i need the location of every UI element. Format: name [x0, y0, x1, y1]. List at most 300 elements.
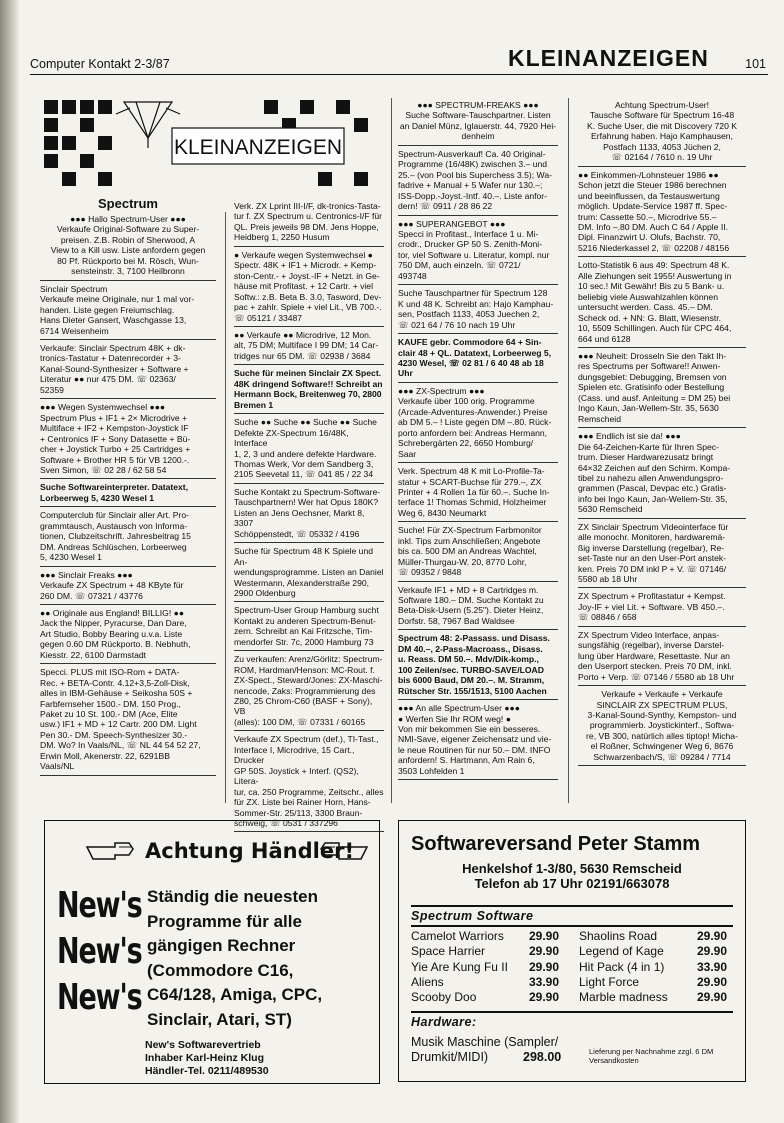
game-title: Aliens [411, 974, 444, 989]
ad-line: ●●● Sinclair Freaks ●●● [40, 569, 133, 580]
ad-line: Verkaufe Original-Software zu Super- [56, 224, 200, 235]
classified-ad [40, 282, 216, 340]
ads-column-1 [40, 212, 216, 777]
game-title: Shaolins Road [579, 929, 658, 943]
ad-line: 5216 Niederkassel 2, ☏ 02208 / 48156 [578, 242, 730, 253]
ad-line: Defekte ZX-Spectrum 16/48K, Interface [234, 427, 349, 449]
ad-line: handen. Liste gegen Freiumschlag. [40, 304, 175, 315]
ad-line: fadrive + Manual + 5 Wafer nur 130.–; [398, 180, 543, 191]
column-divider [225, 212, 226, 803]
game-price: 33.90 [529, 974, 560, 989]
classified-ad [40, 341, 216, 399]
classified-ad [234, 603, 384, 651]
ad-line: schweig, ☏ 0531 / 337296 [234, 818, 338, 829]
magazine-issue: Computer Kontakt 2-3/87 [30, 57, 170, 71]
haendler-title: Achtung Händler! [145, 839, 355, 863]
ad-line: beliebig viele Auswahlzahlen können [578, 291, 718, 302]
ad-line: Postfach 1133, 4053 Jüchen 2, [603, 141, 721, 152]
ad-line: QL. Preis jeweils 98 DM. Jens Hoppe, [234, 221, 379, 232]
classified-ad [398, 701, 558, 780]
haendler-line: (Commodore C16, [147, 960, 294, 980]
ad-line: ●●● Wegen Systemwechsel ●●● [40, 402, 166, 413]
pointing-hand-icon [319, 835, 369, 865]
haendler-contact-line: New's Softwarevertrieb [145, 1039, 261, 1051]
game-price: 29.90 [529, 929, 560, 943]
ad-line: untersucht werden. Cass. 45.– DM. [578, 302, 713, 313]
ad-line: Achtung Spectrum-User! [614, 100, 710, 110]
classified-ad [40, 212, 216, 281]
ad-line: tronics-Tastatur + Datenrecorder + 3- [40, 353, 181, 364]
ad-line: Verk. ZX Lprint III-I/F, dk-tronics-Tasta- [234, 201, 381, 211]
column-divider [391, 98, 392, 803]
stamm-ad [398, 820, 746, 1082]
ad-line: Von mir bekommen Sie ein besseres. [398, 724, 541, 735]
ad-line: Verkaufe IF1 + MD + 8 Cartridges m. [398, 584, 539, 595]
ad-line: sensteinstr. 3, 7100 Heilbronn [71, 266, 185, 277]
ad-line: Printer + 4 Rollen 1a für 60.–. Suche In- [398, 486, 550, 497]
ad-line: Remscheid [578, 413, 621, 424]
haendler-line: Programme für alle [147, 911, 302, 931]
haendler-contact-line: Inhaber Karl-Heinz Klug [145, 1052, 265, 1064]
stamm-address-line: Henkelshof 1-3/80, 5630 Remscheid [462, 861, 682, 876]
ad-line: clair 48 + QL. Datatext, Lorbeerweg 5, [398, 347, 552, 358]
game-title: Marble madness [579, 990, 668, 1005]
ad-line: ●●● An alle Spectrum-User ●●● [398, 703, 520, 714]
classified-ad [234, 732, 384, 832]
classified-ad [398, 98, 558, 146]
ad-line: inkl. Tips zum Anschließen; Angebote [398, 535, 541, 546]
ad-line: dungsgebiet: Debugging, Bremsen von [578, 371, 727, 382]
classified-ad [398, 523, 558, 581]
ad-line: Spectr. 48K + IF1 + Microdr. + Kemp- [234, 260, 377, 271]
ad-line: Joy-IF + viel Lit. + Software. VB 450.–. [578, 601, 725, 612]
game-price: 29.90 [697, 944, 728, 959]
ad-line: (Cass. und ausf. Anleitung = DM 25) bei [578, 392, 731, 403]
classified-ad [234, 366, 384, 414]
game-title: Space Harrier [411, 944, 486, 959]
ad-line: Spectrum Plus + IF1 + 2× Microdrive + [40, 412, 188, 423]
classified-ad [234, 328, 384, 365]
ad-line: dern! ☏ 0911 / 28 86 22 [398, 201, 493, 212]
classified-ad [578, 628, 746, 686]
ad-line: Verkaufe: Sinclair Spectrum 48K + dk- [40, 342, 186, 353]
ad-line: trum: Cassette 50.–, Microdrive 55.– [578, 211, 717, 222]
ad-line: trum. Dieser Hardwarezusatz bringt [578, 452, 714, 463]
ad-line: SINCLAIR ZX SPECTRUM PLUS, [596, 699, 728, 710]
classified-ad [398, 286, 558, 334]
ad-line: Porto + Verp. ☏ 07146 / 5580 ab 18 Uhr [578, 671, 735, 682]
ad-line: Vaals/NL [40, 761, 75, 772]
ad-line: Thomas Werk, Vor dem Sandberg 3, [234, 458, 374, 469]
ad-line: Software 180.– DM. Suche Kontakt zu [398, 595, 544, 606]
stamm-address [399, 861, 745, 891]
haendler-line: gängigen Rechner [147, 936, 296, 955]
stamm-title: Softwareversand Peter Stamm [411, 833, 701, 855]
ad-line: DM. Andreas Schlüschen, Lorbeerweg [40, 541, 187, 552]
ad-line: lung über Hardware, Resettaste. Nur an [578, 650, 730, 661]
ad-line: bis 6000 Baud, DM 20.–. M. Stramm, [398, 675, 545, 686]
ad-line: Westermann, Alexanderstraße 290, [234, 577, 370, 588]
ad-line: 750 DM, auch einzeln. ☏ 0721/ [398, 260, 521, 271]
classified-ad [40, 400, 216, 479]
ad-line: 493748 [398, 270, 427, 281]
ad-line: Interface I, Microdrive, 15 Cart., Drucker [234, 744, 355, 766]
classified-ad [40, 665, 216, 776]
ad-line: ston-Centr.- + Joyst.-IF + Netzt. in Ge- [234, 270, 380, 281]
ad-line: ☏ 09352 / 9848 [398, 567, 462, 578]
ad-line: ZX Spectrum Video Interface, anpas- [578, 629, 720, 640]
ad-line: ISS-Dopp.-Joyst.-Intf. 40.–. Liste anfor- [398, 190, 548, 201]
ad-line: ●● Verkaufe ●● Microdrive, 12 Mon. [234, 329, 372, 340]
ad-line: ● Verkaufe wegen Systemwechsel ● [234, 249, 373, 260]
ad-line: ●●● Neuheit: Drosseln Sie den Takt Ih- [578, 350, 727, 361]
divider [411, 925, 733, 927]
ad-line: Software + Brother HR 5 für VB 1200.-. [40, 454, 190, 465]
shipping-note-line: Versandkosten [589, 1056, 639, 1065]
ad-line: tibel zu nahezu allen Anwendungspro- [578, 472, 724, 483]
ad-line: 64×32 Zeichen auf den Schirm. Kompa- [578, 462, 731, 473]
classified-ad [578, 687, 746, 766]
news-logo: New's [57, 885, 142, 926]
ad-line: Farbfernseher 1500.- DM. 150 Prog., [40, 698, 181, 709]
ad-line: Z80, 25 Chrom-C60 (BASF + Sony), VB [234, 696, 373, 717]
ad-line: den Userport stecken. Preis 70 DM, inkl. [578, 661, 732, 672]
ad-line: nencode, Zaks: Programmierung des [234, 685, 376, 696]
ad-line: 100 Zeilen/sec. TURBO-SAVE/LOAD [398, 664, 544, 675]
news-logo: New's [57, 977, 142, 1018]
ad-line: ZX Spectrum + Profitastatur + Kempst. [578, 591, 726, 602]
ad-line: Kiesstr. 22, 6100 Darmstadt [40, 649, 147, 660]
ad-line: Suche ●● Suche ●● Suche ●● Suche [234, 417, 377, 428]
ad-line: + Centronics IF + Sony Datasette + Bü- [40, 433, 191, 444]
ad-line: denheim [461, 131, 495, 142]
ad-line: DM 40.–, 2-Pass-Macroass., Disass. [398, 643, 543, 654]
ad-line: porto anfordern bei: Andreas Hermann, [398, 427, 548, 438]
classified-ad [40, 568, 216, 605]
ad-line: möglich. Update-Service 1987 ff. Spec- [578, 201, 728, 212]
shipping-note-line: Lieferung per Nachnahme zzgl. 6 DM [589, 1047, 714, 1056]
classified-ad [578, 520, 746, 589]
ad-line: 4230 Wesel, ☏ 02 81 / 6 40 48 ab 18 Uhr [398, 357, 544, 379]
ad-line: Heidberg 1, 2250 Husum [234, 232, 330, 243]
game-title: Hit Pack (4 in 1) [579, 959, 665, 974]
ad-line: Kontakt zu anderen Spectrum-Benut- [234, 615, 376, 626]
ad-line: Specci in Profitast., Interface 1 u. Mi- [398, 228, 539, 239]
ad-line: Verkaufe meine Originale, nur 1 mal vor- [40, 294, 195, 305]
ad-line: ZX Sinclair Spectrum Videointerface für [578, 521, 729, 532]
ad-line: DM. Wo? In Vaals/NL, ☏ NL 44 54 52 27, [40, 740, 201, 751]
ad-line: wendungsprogramme. Listen an Daniel [234, 567, 384, 578]
ad-line: grammen (Pascal, Devpac etc.) Gratis- [578, 483, 727, 494]
ad-line: Kanal-Sound-Synthesizer + Software + [40, 363, 189, 374]
classified-ad [578, 349, 746, 428]
ad-line: Erwin Moll, Akenerstr. 22, 6291BB [40, 750, 170, 761]
ad-line: häuse mit Profitast. + 12 Cartr. + viel [234, 281, 373, 292]
ad-line: K und 48 K. Schreibt an: Hajo Kamphau- [398, 298, 554, 309]
ad-line: tor, viel Software u. Literatur, kompl. nur [398, 249, 550, 260]
game-row [411, 990, 733, 1005]
ad-line: 48K dringend Software!! Schreibt an [234, 378, 383, 389]
ad-line: preisen. Z.B. Robin of Sherwood, A [60, 234, 196, 245]
ad-line: alles in IBM-Gehäuse + Seikosha 50S + [40, 688, 193, 699]
ad-line: Zu verkaufen: Arenz/Görlitz: Spectrum- [234, 654, 383, 665]
classified-ad [398, 384, 558, 463]
ad-line: 664 und 6128 [578, 333, 631, 344]
ad-line: set-Taste nur an den User-Port anstek- [578, 553, 727, 564]
stamm-address-line: Telefon ab 17 Uhr 02191/663078 [474, 876, 670, 891]
classified-ad [398, 464, 558, 522]
game-price: 29.90 [529, 959, 560, 974]
ads-column-3 [398, 98, 558, 781]
ad-line: Verkaufe über 100 orig. Programme [398, 396, 535, 407]
ad-line: ROM, Hardman/Henson: MC-Rout. f. [234, 664, 375, 675]
ad-line: Tausche Software für Spectrum 16-48 [589, 110, 735, 121]
ad-line: info bei Ingo Kaun, Jan-Wellem-Str. 35, [578, 493, 728, 504]
classified-ad [234, 544, 384, 602]
ad-line: Schrebergärten 22, 6650 Homburg/ [398, 438, 534, 449]
ad-line: Dorfstr. 58, 7967 Bad Waldsee [398, 615, 515, 626]
classified-ad [234, 248, 384, 327]
ad-line: Schon jetzt die Steuer 1986 berechnen [578, 180, 727, 191]
ad-line: Spectrum-User Group Hamburg sucht [234, 605, 379, 616]
classified-ad [398, 335, 558, 383]
ad-line: Erfahrung haben. Hajo Kamphausen, [591, 131, 733, 142]
ad-line: ●●● Hallo Spectrum-User ●●● [70, 214, 186, 224]
ad-line: Rec. + BETA-Contr. 4.12+3,5-Zoll-Disk, [40, 677, 190, 688]
ad-line: ßig inverse Darstellung (regelbar), Re- [578, 542, 725, 553]
ad-line: 52359 [40, 384, 64, 395]
classified-ad [398, 147, 558, 216]
ad-line: und beeinflussen, da Testauswertung [578, 190, 720, 201]
ad-line: ●●● SUPERANGEBOT ●●● [398, 218, 506, 229]
classified-ad [40, 508, 216, 566]
game-title: Yie Are Kung Fu II [411, 959, 508, 974]
ad-line: 80 Pf. Rückporto bei M. Rösch, Wun- [57, 255, 199, 266]
ad-line: res Spectrums per Software!! Anwen- [578, 361, 721, 372]
ad-line: 260 DM. ☏ 07321 / 43776 [40, 590, 143, 601]
haendler-contact-line: Händler-Tel. 0211/489530 [145, 1065, 269, 1077]
ad-line: für ZX. Liste bei Rainer Horn, Hans- [234, 797, 371, 808]
ad-line: Saar [398, 448, 417, 459]
ad-line: le neue Routinen für nur 50.– DM. INFO [398, 744, 551, 755]
ad-line: tur f. ZX Spectrum u. Centronics-I/F für [234, 211, 383, 222]
ad-line: Computerclub für Sinclair aller Art. Pro- [40, 510, 190, 521]
classified-ad [578, 429, 746, 519]
hardware-item-line: Musik Maschine (Sampler/ [411, 1035, 559, 1049]
ad-line: grammtausch, Austausch von Informa- [40, 520, 188, 531]
ad-line: anfordern! S. Hartmann, Am Rain 6, [398, 755, 535, 766]
ad-line: Die 64-Zeichen-Karte für Ihren Spec- [578, 441, 719, 452]
ad-line: DM. Info –.80 DM. Auch C 64 / Apple II. [578, 221, 728, 232]
game-title: Legend of Kage [579, 944, 664, 959]
ad-line: Paket zu 10 St. 100.- DM (Ace, Elite [40, 709, 178, 720]
ad-line: Suche! Für ZX-Spectrum Farbmonitor [398, 525, 542, 536]
game-title: Camelot Warriors [411, 929, 504, 943]
ad-line: Verkaufe + Verkaufe + Verkaufe [601, 689, 723, 700]
ad-line: Lotto-Statistik 6 aus 49: Spectrum 48 K. [578, 260, 730, 271]
haendler-line: Ständig die neuesten [147, 887, 318, 906]
ad-line: 5, 4230 Wesel 1 [40, 552, 102, 563]
ad-line: Spectrum-Ausverkauf! Ca. 40 Original- [398, 148, 546, 159]
ad-line: ☏ 08846 / 658 [578, 612, 637, 623]
hardware-item-line: Drumkit/MIDI) [411, 1050, 489, 1064]
ad-line: Listen an Jens Oechsner, Markt 8, 3307 [234, 507, 365, 529]
ad-line: Suche Softwareinterpreter. Datatext, [40, 482, 189, 493]
ad-line: ☏ 02164 / 7610 n. 19 Uhr [611, 152, 713, 163]
classified-ad [398, 583, 558, 631]
game-row [411, 960, 733, 975]
ads-column-4 [578, 98, 746, 767]
ad-line: ☏ 05121 / 33487 [234, 312, 303, 323]
ad-line: (alles): 100 DM, ☏ 07331 / 60165 [234, 716, 366, 727]
game-price: 29.90 [697, 990, 728, 1005]
section-title: KLEINANZEIGEN [508, 45, 709, 71]
ad-line: alle monochr. Monitoren, hardwaremä- [578, 532, 726, 543]
ad-line: Suche Kontakt zu Spectrum-Software- [234, 486, 381, 497]
ad-line: zern. Schreibt an Kai Fritzsche, Tim- [234, 626, 373, 637]
ad-line: 10 sec.! Mit Gewähr! Bis zu 5 Bank- u. [578, 281, 725, 292]
ad-line: GP 50S. Joystick + Interf. (QS2), Litera- [234, 765, 359, 787]
ad-line: 2900 Oldenburg [234, 587, 296, 598]
ad-line: programmierb. Joystickinterf., Softwa- [589, 720, 735, 731]
ad-line: Programme (16/48K) zwischen 3.– und [398, 159, 548, 170]
haendler-text [147, 885, 322, 1032]
game-price: 29.90 [697, 929, 728, 943]
classified-ad [398, 631, 558, 700]
ad-line: Sommer-Str. 25/113, 3300 Braun- [234, 807, 363, 818]
pointing-hand-icon [85, 835, 135, 865]
ad-line: 10, 5509 Schillingen. Auch für CPC 464, [578, 323, 732, 334]
ad-line: ZX-Spect., Steward/Jones: ZX-Maschi- [234, 675, 383, 686]
ad-line: gegen 0.60 DM Rückporto. B. Nebhuth, [40, 639, 191, 650]
ad-line: 3-Kanal-Sound-Synthy, Kempston- und [587, 710, 737, 721]
game-price: 33.90 [697, 959, 728, 974]
divider [411, 1011, 733, 1013]
classified-ad [578, 98, 746, 167]
ad-line: Weg 6, 8430 Neumarkt [398, 507, 487, 518]
ad-line: Hans Dieter Gansert, Waschgasse 13, [40, 315, 187, 326]
ad-line: el Roßner, Schwingener Weg 6, 8676 [590, 741, 734, 752]
ad-line: Dipl. Finanzwirt U. Olufs, Bachstr. 70, [578, 232, 721, 243]
ad-line: Sven Simon, ☏ 02 28 / 62 58 54 [40, 464, 167, 475]
ad-line: Specci. PLUS mit ISO-Rom + DATA- [40, 667, 180, 678]
ad-line: alt, 75 DM; Multiface I 99 DM; 14 Car- [234, 340, 379, 351]
ad-line: an Daniel Münz, Iglauerstr. 44, 7920 Hei- [399, 120, 557, 131]
ad-line: ●●● Endlich ist sie da! ●●● [578, 431, 681, 442]
game-row [411, 975, 733, 990]
ad-line: ●● Einkommen-/Lohnsteuer 1986 ●● [578, 169, 719, 180]
ad-line: ab DM 5.– ! Liste gegen DM –.80. Rück- [398, 417, 552, 428]
classified-ad [578, 168, 746, 258]
game-row [411, 929, 733, 944]
ad-line: Verk. Spectrum 48 K mit Lo-Profile-Ta- [398, 466, 545, 477]
ad-line: Jack the Nipper, Pyracurse, Dan Dare, [40, 618, 187, 629]
ad-line: 5580 ab 18 Uhr [578, 574, 638, 585]
page-number: 101 [745, 57, 766, 71]
ad-line: View to a Kill usw. Liste anfordern gegen [50, 245, 206, 256]
ad-line: Suche für meinen Sinclair ZX Spect. [234, 368, 382, 379]
ad-line: pac + zahlr. Spiele + viel Lit., VB 700.-. [234, 302, 382, 313]
classified-ad [234, 485, 384, 543]
hardware-price: 298.00 [523, 1050, 562, 1064]
ad-line: Rütscher Str. 155/1513, 5100 Aachen [398, 685, 547, 696]
haendler-contact [145, 1039, 269, 1078]
ad-line: ken. Preis 70 DM inkl P + V. ☏ 07146/ [578, 563, 727, 574]
classified-ad [578, 589, 746, 626]
haendler-line: C64/128, Amiga, CPC, [147, 985, 323, 1004]
divider [411, 905, 733, 907]
ad-line: ●●● ZX-Spectrum ●●● [398, 385, 485, 396]
ad-line: usw.) IF1 + MD + 12 Cartr. 200 DM. Light [40, 719, 197, 730]
ad-line: ☏ 021 64 / 76 10 nach 19 Uhr [398, 319, 516, 330]
ad-line: 25.– (von Pool bis Superchess 3.5); Wa- [398, 169, 552, 180]
spectrum-software-heading: Spectrum Software [411, 909, 534, 923]
column-heading: Spectrum [98, 196, 158, 211]
ad-line: re, VB 300, natürlich alles tiptop! Micha- [586, 730, 738, 741]
games-price-list [411, 929, 733, 1005]
ad-line: Suche Software-Tauschpartner. Listen [405, 110, 551, 121]
ad-line: Literatur ●● nur 475 DM. ☏ 02363/ [40, 374, 176, 385]
ad-line: 6714 Weisenheim [40, 325, 109, 336]
ad-line: Suche für Spectrum 48 K Spiele und An- [234, 546, 374, 567]
ad-line: Ingo Kaun, Jan-Wellem-Str. 35, 5630 [578, 403, 719, 414]
ad-line: Suche Tauschpartner für Spectrum 128 [398, 288, 548, 299]
ad-line: Sinclair Spectrum [40, 283, 108, 294]
ad-line: 3503 Lohfelden 1 [398, 765, 465, 776]
ad-line: bis ca. 500 DM an Andreas Wachtel, [398, 546, 537, 557]
ad-line: Spielen etc. Gratisinfo oder Bestellung [578, 382, 725, 393]
ad-line: Verkaufe ZX Spectrum + 48 KByte für [40, 580, 184, 591]
column-divider [568, 98, 569, 803]
haendler-line: Sinclair, Atari, ST) [147, 1009, 292, 1029]
game-title: Scooby Doo [411, 990, 477, 1005]
ad-line: Multiface + IF2 + Kempston-Joystick IF [40, 423, 189, 434]
ad-line: 5630 Remscheid [578, 504, 643, 515]
ad-line: Softw.: z.B. Beta B. 3.0, Tasword, Dev- [234, 291, 382, 302]
game-row [411, 944, 733, 959]
ad-line: tionen, Clubzeitschrift. Jahresbeitrag 15 [40, 531, 191, 542]
ad-line: 2105 Seevetal 11, ☏ 041 85 / 22 34 [234, 469, 374, 480]
classified-ad [398, 217, 558, 286]
game-price: 29.90 [529, 990, 560, 1005]
ad-line: KAUFE gebr. Commodore 64 + Sin- [398, 337, 542, 348]
ad-line: terface 1! Thomas Schmid, Holzheimer [398, 497, 547, 508]
ad-line: Müller-Thurgau-W. 20, 8770 Lohr, [398, 556, 527, 567]
ad-line: Hermann Bock, Breitenweg 70, 2800 [234, 389, 382, 400]
ad-line: Schwarzenbach/S, ☏ 09284 / 7714 [593, 751, 731, 762]
classified-ad [40, 480, 216, 507]
ad-line: cher + Joystick Turbo + 25 Cartridges + [40, 444, 191, 455]
haendler-ad [44, 820, 380, 1084]
ad-line: Pen 30.- DM. Speech-Synthesizer 30.- [40, 729, 188, 740]
ad-line: (Arcade-Adventures-Anwender.) Preise [398, 406, 548, 417]
ad-line: Beta-Disk-Usern (5.25"). Dieter Heinz, [398, 605, 544, 616]
ad-line: Spectrum 48: 2-Passass. und Disass. [398, 633, 550, 644]
ad-line: 1, 2, 3 und andere defekte Hardware. [234, 448, 377, 459]
ad-line: statur + SCART-Buchse für 279.–, ZX [398, 476, 542, 487]
classified-ad [234, 652, 384, 731]
ad-line: Tauschpartnern! Wer hat Opus 180K? [234, 497, 379, 508]
ad-line: Alle Ziehungen seit 1955! Auswertung in [578, 270, 732, 281]
kleinanzeigen-logo [40, 98, 372, 194]
ad-line: mendorfer Str. 7c, 2000 Hamburg 73 [234, 636, 374, 647]
ad-line: u. Reass. DM 50.–. Mdv/Dik-komp., [398, 654, 539, 665]
ad-line: Lorbeerweg 5, 4230 Wesel 1 [40, 492, 155, 503]
ad-line: Schöppenstedt, ☏ 05332 / 4196 [234, 528, 360, 539]
news-logo: New's [57, 931, 142, 972]
ad-line: ●●● SPECTRUM-FREAKS ●●● [417, 100, 539, 110]
ad-line: crodr., Drucker GP 50 S. Zenith-Moni- [398, 239, 543, 250]
